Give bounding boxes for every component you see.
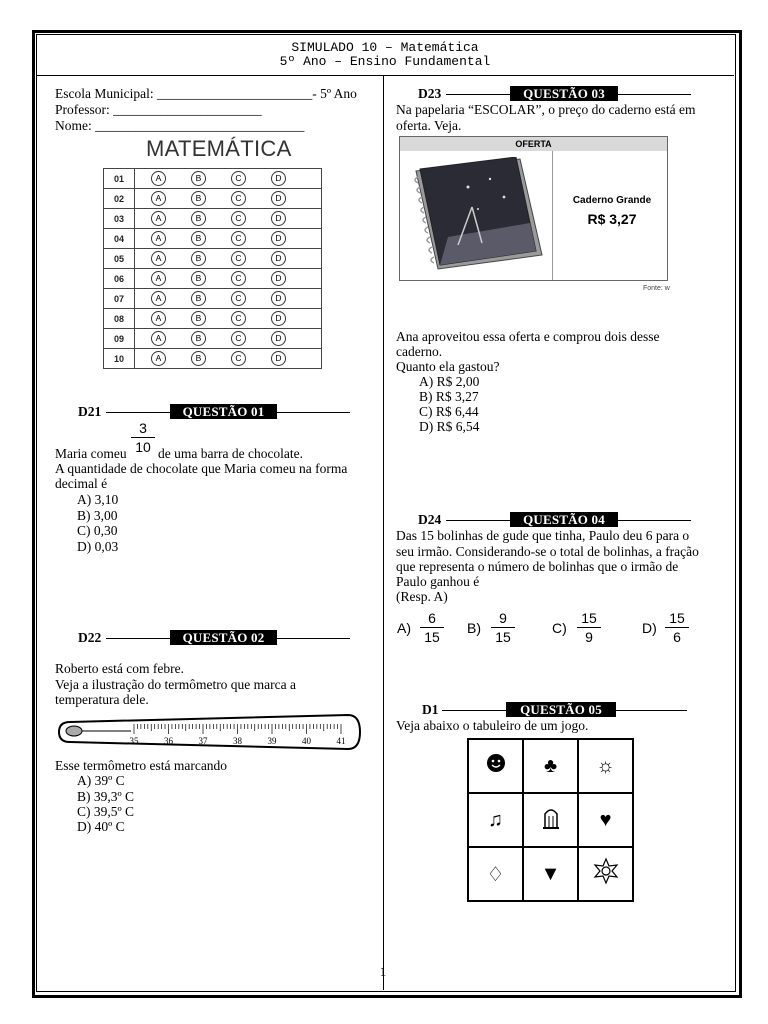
question-02-line3: temperatura dele. (55, 692, 149, 707)
question-01-option-d: D) 0,03 (77, 539, 119, 554)
sun-icon: ☼ (596, 754, 615, 777)
answer-bubble-c[interactable]: C (231, 311, 246, 326)
board-cell (468, 847, 523, 901)
answer-sheet-row (104, 329, 322, 349)
fraction-denominator: 15 (424, 629, 440, 645)
answer-bubble-a[interactable]: A (151, 251, 166, 266)
board-cell (578, 739, 633, 793)
answer-bubble-c[interactable]: C (231, 291, 246, 306)
question-04-option-b-fraction (491, 610, 515, 645)
header-subtitle: 5º Ano – Ensino Fundamental (279, 54, 491, 69)
answer-bubble-a[interactable]: A (151, 231, 166, 246)
thermometer-tick-label: 35 (129, 736, 139, 746)
answer-bubble-c[interactable]: C (231, 231, 246, 246)
school-field: Escola Municipal: _______________________- 5º Ano (55, 86, 357, 101)
answer-sheet-row (104, 349, 322, 369)
question-01-option-a: A) 3,10 (77, 492, 119, 507)
fraction-bar (577, 627, 601, 628)
fraction-bar (665, 627, 689, 628)
answer-sheet-row (104, 249, 322, 269)
question-01-text-after: de uma barra de chocolate. (158, 446, 304, 461)
answer-bubble-a[interactable]: A (151, 191, 166, 206)
question-02-option-b: B) 39,3º C (77, 789, 135, 804)
answer-bubble-a[interactable]: A (151, 211, 166, 226)
question-03-line5: Quanto ela gastou? (396, 359, 500, 374)
header-rule (37, 75, 734, 76)
page-header (40, 41, 730, 69)
answer-options (135, 289, 322, 309)
answer-bubble-b[interactable]: B (191, 251, 206, 266)
question-03-descriptor: D23 (418, 86, 442, 101)
question-04-line4: Paulo ganhou é (396, 574, 480, 589)
answer-options (135, 189, 322, 209)
star-dot (467, 186, 470, 189)
question-02-line2: Veja a ilustração do termômetro que marca a (55, 677, 297, 692)
thermometer-tick-label: 38 (233, 736, 242, 746)
answer-bubble-a[interactable]: A (151, 331, 166, 346)
question-05-line1: Veja abaixo o tabuleiro de um jogo. (396, 718, 589, 733)
triangle-down-icon: ▼ (540, 862, 561, 885)
question-04-option-a-fraction (420, 610, 444, 645)
answer-row-number: 06 (104, 269, 135, 289)
answer-bubble-a[interactable]: A (151, 271, 166, 286)
answer-bubble-d[interactable]: D (271, 211, 286, 226)
board-cell (523, 739, 578, 793)
fraction-numerator: 6 (428, 610, 436, 626)
question-04-header (418, 512, 691, 528)
page-number: 1 (379, 964, 387, 979)
star-dot (503, 196, 506, 199)
question-03-badge: QUESTÃO 03 (510, 86, 618, 101)
star-badge-icon (592, 857, 620, 885)
answer-bubble-d[interactable]: D (271, 351, 286, 366)
column-divider (383, 75, 384, 990)
answer-row-number: 09 (104, 329, 135, 349)
question-01-text-before: Maria comeu (55, 446, 127, 461)
question-04-line3: que representa o número de bolinhas que o irmão de (396, 559, 679, 574)
answer-bubble-d[interactable]: D (271, 171, 286, 186)
fraction-denominator: 15 (495, 629, 511, 645)
thermometer-bulb (66, 726, 82, 736)
question-01-fraction (131, 420, 155, 455)
answer-row-number: 07 (104, 289, 135, 309)
thermometer-body (59, 715, 360, 749)
answer-sheet-title: MATEMÁTICA (146, 136, 292, 161)
question-03-option-b: B) R$ 3,27 (419, 389, 479, 404)
answer-bubble-d[interactable]: D (271, 191, 286, 206)
question-02-header (78, 630, 350, 646)
answer-bubble-b[interactable]: B (191, 351, 206, 366)
question-03-line2: oferta. Veja. (396, 118, 462, 133)
question-01-line3: decimal é (55, 476, 108, 491)
question-04-option-a-label: A) (397, 620, 411, 636)
answer-bubble-a[interactable]: A (151, 171, 166, 186)
answer-bubble-b[interactable]: B (191, 271, 206, 286)
board-cell (523, 793, 578, 847)
fraction-bar (420, 627, 444, 628)
answer-bubble-c[interactable]: C (231, 191, 246, 206)
answer-row-number: 08 (104, 309, 135, 329)
name-field: Nome: _______________________________ (55, 118, 305, 133)
answer-bubble-d[interactable]: D (271, 291, 286, 306)
answer-bubble-b[interactable]: B (191, 231, 206, 246)
question-03-line4: caderno. (396, 344, 443, 359)
answer-bubble-d[interactable]: D (271, 311, 286, 326)
fraction-numerator: 9 (499, 610, 507, 626)
answer-options (135, 309, 322, 329)
offer-advertisement (399, 136, 668, 281)
question-02-line1: Roberto está com febre. (55, 661, 184, 676)
board-cell (523, 847, 578, 901)
answer-bubble-c[interactable]: C (231, 331, 246, 346)
question-02-line4: Esse termômetro está marcando (55, 758, 228, 773)
thermometer-tick-label: 36 (164, 736, 173, 746)
music-note-icon: ♫ (488, 808, 503, 831)
question-04-option-d-fraction (665, 610, 689, 645)
thermometer-tick-label: 37 (198, 736, 208, 746)
answer-options (135, 269, 322, 289)
offer-divider (552, 151, 553, 280)
thermometer-tick-label: 40 (302, 736, 311, 746)
offer-price: R$ 3,27 (587, 211, 637, 227)
answer-bubble-c[interactable]: C (231, 251, 246, 266)
star-dot (489, 178, 491, 180)
star-dot (477, 208, 479, 210)
question-04-option-c-fraction (577, 610, 601, 645)
board-cell (578, 793, 633, 847)
answer-bubble-c[interactable]: C (231, 171, 246, 186)
answer-sheet-row (104, 189, 322, 209)
answer-options (135, 209, 322, 229)
answer-bubble-a[interactable]: A (151, 291, 166, 306)
question-04-descriptor: D24 (418, 512, 442, 527)
answer-bubble-a[interactable]: A (151, 351, 166, 366)
question-01-option-c: C) 0,30 (77, 523, 118, 538)
answer-row-number: 05 (104, 249, 135, 269)
board-cell (578, 847, 633, 901)
answer-row-number: 01 (104, 169, 135, 189)
question-04-option-c-label: C) (552, 620, 567, 636)
answer-sheet (103, 168, 322, 369)
question-03-option-c: C) R$ 6,44 (419, 404, 479, 419)
answer-bubble-b[interactable]: B (191, 331, 206, 346)
question-01-fraction-denominator: 10 (135, 439, 151, 455)
question-02-option-c: C) 39,5º C (77, 804, 135, 819)
answer-bubble-b[interactable]: B (191, 191, 206, 206)
board-cell (468, 793, 523, 847)
answer-sheet-row (104, 169, 322, 189)
answer-sheet-row (104, 289, 322, 309)
offer-source: Fonte: w (643, 285, 670, 292)
answer-options (135, 349, 322, 369)
answer-bubble-b[interactable]: B (191, 171, 206, 186)
diamond-outline-icon: ♢ (486, 863, 505, 886)
answer-sheet-row (104, 309, 322, 329)
question-04-option-d-label: D) (642, 620, 657, 636)
question-03-line3: Ana aproveitou essa oferta e comprou dois desse (396, 329, 660, 344)
answer-sheet-row (104, 269, 322, 289)
answer-row-number: 02 (104, 189, 135, 209)
question-04-line1: Das 15 bolinhas de gude que tinha, Paulo deu 6 para o (396, 528, 690, 543)
heart-icon: ♥ (599, 808, 612, 831)
question-02-badge: QUESTÃO 02 (170, 630, 277, 645)
question-02-option-a: A) 39º C (77, 773, 125, 788)
question-03-option-d: D) R$ 6,54 (419, 419, 480, 434)
answer-bubble-d[interactable]: D (271, 271, 286, 286)
thermometer-tick-label: 39 (267, 736, 277, 746)
question-04-option-b-label: B) (467, 620, 481, 636)
question-01-badge: QUESTÃO 01 (170, 404, 277, 419)
question-05-badge: QUESTÃO 05 (506, 702, 616, 717)
question-03-header (418, 86, 691, 102)
answer-bubble-c[interactable]: C (231, 271, 246, 286)
answer-row-number: 03 (104, 209, 135, 229)
question-01-header (78, 404, 350, 420)
fraction-bar (131, 437, 155, 438)
offer-banner: OFERTA (400, 137, 667, 151)
answer-bubble-d[interactable]: D (271, 231, 286, 246)
answer-bubble-b[interactable]: B (191, 311, 206, 326)
question-05-header (422, 702, 687, 718)
thermometer-illustration (56, 710, 362, 754)
notebook-image (408, 157, 546, 273)
smiley-icon (484, 751, 508, 775)
answer-row-number: 10 (104, 349, 135, 369)
offer-product-name: Caderno Grande (572, 195, 652, 206)
answer-bubble-c[interactable]: C (231, 351, 246, 366)
question-04-badge: QUESTÃO 04 (510, 512, 618, 527)
fraction-numerator: 15 (669, 610, 685, 626)
question-03-option-a: A) R$ 2,00 (419, 374, 480, 389)
fraction-numerator: 15 (581, 610, 597, 626)
question-04-line2: seu irmão. Considerando-se o total de bolinhas, a fração (396, 544, 699, 559)
answer-bubble-a[interactable]: A (151, 311, 166, 326)
thermometer-tick-label: 41 (336, 736, 346, 746)
club-icon: ♣ (543, 754, 558, 777)
game-board (467, 738, 634, 902)
board-cell (468, 739, 523, 793)
question-01-fraction-numerator: 3 (139, 420, 147, 436)
answer-bubble-b[interactable]: B (191, 291, 206, 306)
question-01-option-b: B) 3,00 (77, 508, 118, 523)
fraction-denominator: 6 (673, 629, 681, 645)
question-01-descriptor: D21 (78, 404, 102, 419)
fraction-bar (491, 627, 515, 628)
fraction-denominator: 9 (585, 629, 593, 645)
question-05-descriptor: D1 (422, 702, 439, 717)
answer-options (135, 249, 322, 269)
answer-bubble-b[interactable]: B (191, 211, 206, 226)
teacher-field: Professor: ______________________ (55, 102, 262, 117)
answer-row-number: 04 (104, 229, 135, 249)
question-02-option-d: D) 40º C (77, 819, 125, 834)
answer-sheet-row (104, 229, 322, 249)
answer-options (135, 169, 322, 189)
tower-icon (540, 804, 562, 830)
answer-options (135, 329, 322, 349)
question-04-line5: (Resp. A) (396, 589, 448, 604)
answer-bubble-c[interactable]: C (231, 211, 246, 226)
answer-options (135, 229, 322, 249)
question-03-line1: Na papelaria “ESCOLAR”, o preço do caderno está em (396, 102, 696, 117)
question-02-descriptor: D22 (78, 630, 102, 645)
answer-sheet-row (104, 209, 322, 229)
question-01-line2: A quantidade de chocolate que Maria comeu na forma (55, 461, 348, 476)
header-title: SIMULADO 10 – Matemática (291, 40, 479, 55)
answer-bubble-d[interactable]: D (271, 251, 286, 266)
answer-bubble-d[interactable]: D (271, 331, 286, 346)
